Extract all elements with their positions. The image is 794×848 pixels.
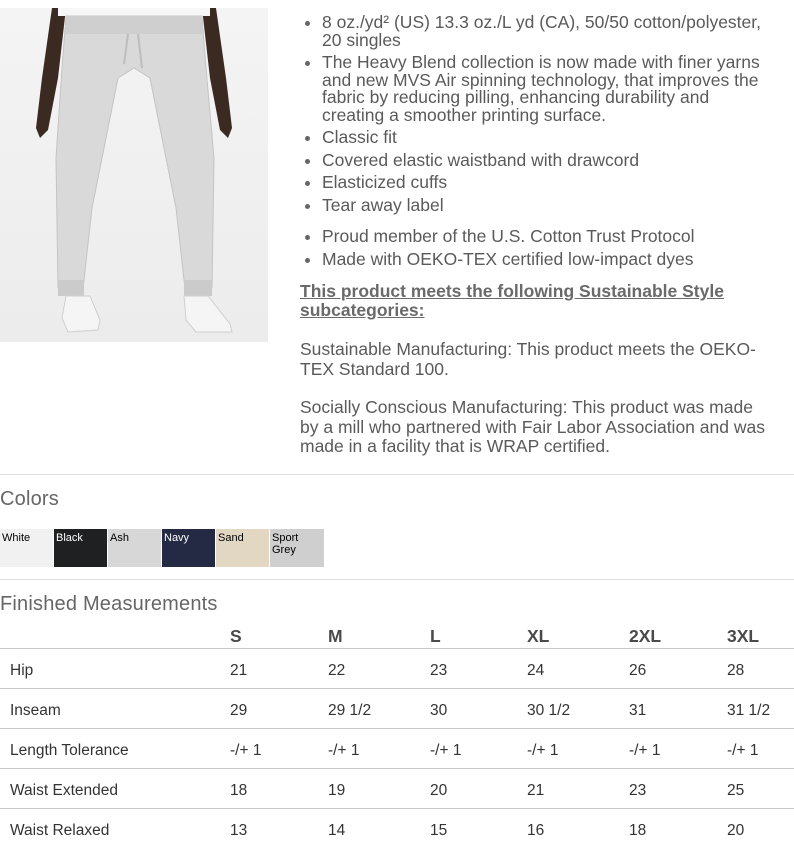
row-label: Waist Relaxed xyxy=(10,822,110,839)
cell: 21 xyxy=(527,782,545,799)
row-label: Length Tolerance xyxy=(10,742,129,759)
cell: 20 xyxy=(727,822,745,839)
cell: 31 1/2 xyxy=(727,702,771,719)
cell: 15 xyxy=(430,822,448,839)
row-label: Waist Extended xyxy=(10,782,118,799)
cell: 29 1/2 xyxy=(328,702,372,719)
sustainability-list xyxy=(300,228,770,268)
divider xyxy=(0,474,794,475)
table-row xyxy=(0,768,794,808)
cell: 24 xyxy=(527,662,545,679)
table-row xyxy=(0,688,794,728)
cell: 23 xyxy=(629,782,647,799)
size-header-row xyxy=(0,616,794,648)
feature-item: The Heavy Blend collection is now made with finer yarns and new MVS Air spinning technology, that improves the fabric by reducing pilling, enhancing durability and creating a smoother printing surface. xyxy=(300,54,770,124)
swatch-label: Black xyxy=(56,532,83,544)
feature-list xyxy=(300,14,770,214)
feature-item: Covered elastic waistband with drawcord xyxy=(300,152,770,170)
cell: 22 xyxy=(328,662,346,679)
cell: 25 xyxy=(727,782,745,799)
size-header: M xyxy=(328,626,343,646)
swatch-white[interactable] xyxy=(0,529,53,567)
swatch-black[interactable] xyxy=(54,529,107,567)
cell: -/+ 1 xyxy=(430,742,462,759)
feature-item: Classic fit xyxy=(300,129,770,147)
divider xyxy=(0,579,794,580)
table-row xyxy=(0,728,794,768)
row-label: Hip xyxy=(10,662,34,679)
cell: 26 xyxy=(629,662,647,679)
cell: 30 xyxy=(430,702,448,719)
product-image xyxy=(0,8,268,342)
swatch-label: Sport Grey xyxy=(272,532,299,556)
size-header: 2XL xyxy=(629,626,662,646)
cell: 28 xyxy=(727,662,745,679)
feature-item: Tear away label xyxy=(300,197,770,215)
cell: 18 xyxy=(629,822,647,839)
cell: 31 xyxy=(629,702,647,719)
swatch-navy[interactable] xyxy=(162,529,215,567)
feature-item: 8 oz./yd² (US) 13.3 oz./L yd (CA), 50/50 cotton/polyester, 20 singles xyxy=(300,14,770,49)
product-description xyxy=(300,14,770,457)
cell: 29 xyxy=(230,702,248,719)
cell: 18 xyxy=(230,782,248,799)
size-header: XL xyxy=(527,626,550,646)
cell: 21 xyxy=(230,662,248,679)
measurements-table xyxy=(0,616,794,848)
size-header: L xyxy=(430,626,441,646)
cell: 20 xyxy=(430,782,448,799)
sustainability-item: Made with OEKO-TEX certified low-impact dyes xyxy=(300,251,770,269)
colors-heading: Colors xyxy=(0,488,59,510)
measurements-heading: Finished Measurements xyxy=(0,593,218,615)
feature-item: Elasticized cuffs xyxy=(300,174,770,192)
color-swatches xyxy=(0,529,325,567)
cell: -/+ 1 xyxy=(230,742,262,759)
table-row xyxy=(0,648,794,688)
sustainable-style-heading: This product meets the following Sustainable Style subcategories: xyxy=(300,281,724,320)
cell: 30 1/2 xyxy=(527,702,571,719)
cell: 19 xyxy=(328,782,346,799)
cell: -/+ 1 xyxy=(629,742,661,759)
swatch-ash[interactable] xyxy=(108,529,161,567)
cell: 16 xyxy=(527,822,545,839)
swatch-label: Sand xyxy=(218,532,244,544)
cell: -/+ 1 xyxy=(727,742,759,759)
cell: 13 xyxy=(230,822,248,839)
cell: 14 xyxy=(328,822,346,839)
swatch-label: Navy xyxy=(164,532,190,544)
swatch-sport-grey[interactable] xyxy=(270,529,324,567)
sustainability-item: Proud member of the U.S. Cotton Trust Protocol xyxy=(300,228,770,246)
swatch-sand[interactable] xyxy=(216,529,269,567)
size-header: 3XL xyxy=(727,626,760,646)
sustainable-manufacturing-text: Sustainable Manufacturing: This product meets the OEKO-TEX Standard 100. xyxy=(300,339,756,379)
socially-conscious-text: Socially Conscious Manufacturing: This product was made by a mill who partnered with Fair Labor Association and was made in a facility that is WRAP certified. xyxy=(300,397,765,456)
size-header: S xyxy=(230,626,242,646)
swatch-label: White xyxy=(2,532,31,544)
row-label: Inseam xyxy=(10,702,61,719)
swatch-label: Ash xyxy=(110,532,129,544)
cell: -/+ 1 xyxy=(328,742,360,759)
cell: -/+ 1 xyxy=(527,742,559,759)
cell: 23 xyxy=(430,662,448,679)
table-row xyxy=(0,808,794,848)
